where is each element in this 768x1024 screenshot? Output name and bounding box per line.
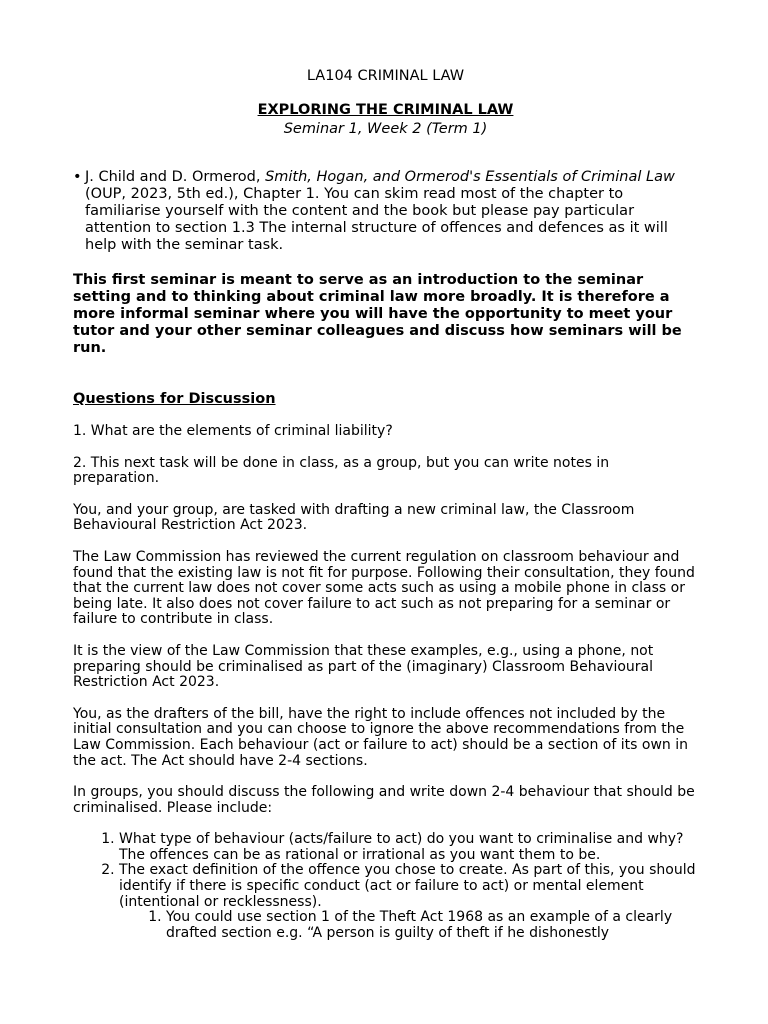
paragraph: 2. This next task will be done in class, as a group, but you can write notes in preparation. xyxy=(73,454,610,487)
paragraph: It is the view of the Law Commission that these examples, e.g., using a phone, not preparing should be criminalised as part of the (imaginary) Classroom Behavioural Restriction Act 2023. xyxy=(73,642,654,691)
bullet-icon: • xyxy=(73,169,82,185)
list-item: 2. The exact definition of the offence you chose to create. As part of this, you should identify if there is specific conduct (act or failure to act) or mental element (intentional or recklessness). 1. You could use section 1 of the Theft Act 1968 as an example of a clearly drafted section e.g. “A person is guilty of theft if he dishonestly xyxy=(119,863,698,941)
task-list xyxy=(73,832,698,941)
reading-authors: J. Child and D. Ormerod, xyxy=(85,169,261,185)
questions-heading: Questions for Discussion xyxy=(73,391,276,407)
paragraph: 1. What are the elements of criminal liability? xyxy=(73,423,393,439)
document-page xyxy=(73,66,698,941)
document-title: EXPLORING THE CRIMINAL LAW xyxy=(257,102,514,118)
paragraph: In groups, you should discuss the following and write down 2-4 behaviour that should be criminalised. Please include: xyxy=(73,784,695,816)
sub-list-item: 1. You could use section 1 of the Theft Act 1968 as an example of a clearly drafted section e.g. “A person is guilty of theft if he dishonestly xyxy=(166,910,698,941)
reading-book-title: Smith, Hogan, and Ormerod's Essentials of Criminal Law xyxy=(265,169,675,185)
intro-paragraph: This first seminar is meant to serve as an introduction to the seminar setting and to thinking about criminal law more broadly. It is therefore a more informal seminar where you will have the opportunity to meet your tutor and your other seminar colleagues and discuss how seminars will be run. xyxy=(73,272,682,356)
reading-list-item xyxy=(73,169,698,254)
course-code: LA104 CRIMINAL LAW xyxy=(306,68,465,84)
reading-details: (OUP, 2023, 5th ed.), Chapter 1. You can skim read most of the chapter to familiarise yourself with the content and the book but please pay particular attention to section 1.3 The internal structure of offences and defences as it will help with the seminar task. xyxy=(85,186,668,253)
sub-list xyxy=(119,910,698,941)
paragraph: You, as the drafters of the bill, have the right to include offences not included by the initial consultation and you can choose to ignore the above recommendations from the Law Commission. Each behaviour (act or failure to act) should be a section of its own in the act. The Act should have 2-4 sections. xyxy=(73,705,688,769)
paragraph: The Law Commission has reviewed the current regulation on classroom behaviour and found that the existing law is not fit for purpose. Following their consultation, they found that the current law does not cover some acts such as using a mobile phone in class or being late. It also does not cover failure to act such as not preparing for a seminar or failure to contribute in class. xyxy=(73,548,695,628)
paragraph: You, and your group, are tasked with drafting a new criminal law, the Classroom Behavioural Restriction Act 2023. xyxy=(73,501,635,534)
document-subtitle: Seminar 1, Week 2 (Term 1) xyxy=(283,121,488,137)
reading-citation xyxy=(85,169,698,254)
list-item: 1. What type of behaviour (acts/failure to act) do you want to criminalise and why? The offences can be as rational or irrational as you want them to be. xyxy=(119,832,698,863)
